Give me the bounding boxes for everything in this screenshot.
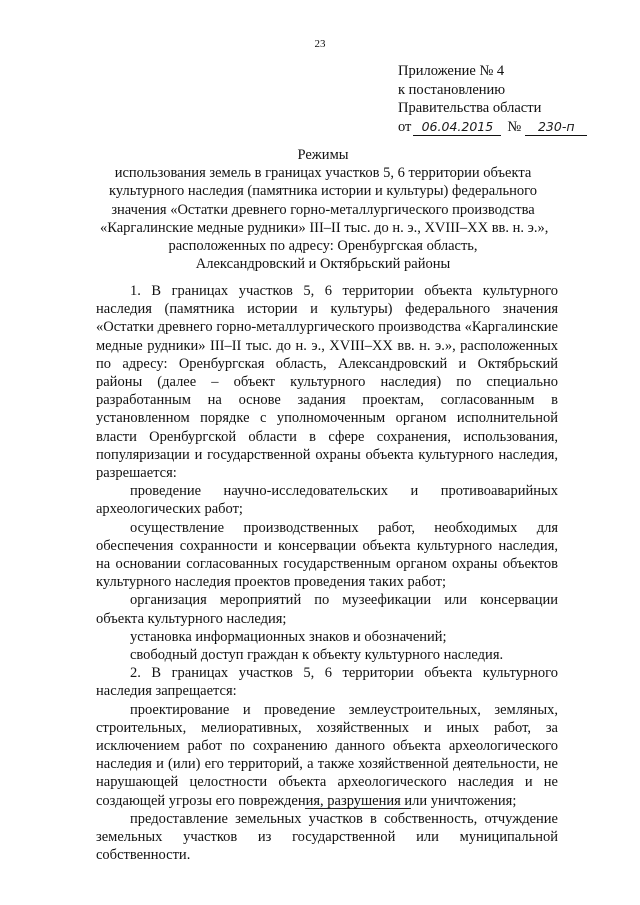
title-line: использования земель в границах участков 5, 6 территории объекта: [114, 165, 532, 182]
paragraph-prohibited-land: предоставление земельных участков в собственность, отчуждение земельных участков из государственной или муниципальной собственности.: [96, 810, 558, 864]
paragraph-section-2: 2. В границах участков 5, 6 территории объекта культурного наследия запрещается:: [96, 665, 558, 700]
paragraph-section-1: 1. В границах участков 5, 6 территории объекта культурного наследия (памятника истории и культуры) федерального значения «Остатки древнего горно-металлургического производства «Каргалинские медные рудники» III–II тыс. до н. э., XVIII–XX вв. н. э.», расположенных по адресу: Оренбургская область, Александровский и Октябрьский районы (далее – объект культурного наследия) по специально разработанным на основе задания проектам, согласованным в установленном порядке с уполномоченным органом исполнительной власти Оренбургской области в сфере сохранения, использования, популяризации и государственной охраны объекта культурного наследия, разрешается:: [96, 283, 558, 482]
handwritten-number: 230-п: [525, 119, 587, 136]
document-body: [96, 282, 558, 865]
paragraph-permitted-signs: установка информационных знаков и обозначений;: [130, 628, 447, 645]
appendix-government-line: Правительства области: [398, 100, 542, 116]
appendix-date-line: [398, 118, 587, 137]
title-line: культурного наследия (памятника истории и культуры) федерального: [109, 183, 537, 200]
appendix-block: [398, 62, 587, 136]
paragraph-permitted-production: осуществление производственных работ, необходимых для обеспечения сохранности и консервации объекта культурного наследия, на основании согласованных государственным органом охраны объектов культурного наследия проектов проведения таких работ;: [96, 519, 558, 591]
document-title: [100, 146, 549, 273]
paragraph-permitted-access: свободный доступ граждан к объекту культурного наследия.: [130, 647, 504, 664]
paragraph-prohibited-works: проектирование и проведение землеустроительных, земляных, строительных, мелиоративных, хозяйственных и иных работ, за исключением работ по сохранению данного объекта археологического наследия и (или) его территорий, а также хозяйственной деятельности, не нарушающей целостности объекта археологического наследия и не создающей угрозы его повреждения, разрушения или уничтожения;: [96, 701, 558, 809]
title-line: «Каргалинские медные рудники» III–II тыс. до н. э., XVIII–XX вв. н. э.»,: [100, 219, 549, 236]
title-line: значения «Остатки древнего горно-металлургического производства: [111, 201, 535, 218]
title-heading: Режимы: [297, 147, 349, 163]
end-separator-line: [305, 808, 411, 809]
title-line: расположенных по адресу: Оренбургская область,: [168, 238, 478, 255]
appendix-title: Приложение № 4: [398, 63, 505, 79]
appendix-resolution-line: к постановлению: [398, 81, 506, 98]
title-line: Александровский и Октябрьский районы: [195, 256, 451, 273]
handwritten-date: 06.04.2015: [413, 119, 501, 136]
paragraph-permitted-museumification: организация мероприятий по музеефикации или консервации объекта культурного наследия;: [96, 592, 558, 627]
number-prefix: №: [507, 118, 522, 135]
paragraph-permitted-research: проведение научно-исследовательских и противоаварийных археологических работ;: [96, 483, 558, 518]
date-prefix: от: [398, 118, 412, 135]
page-number: 23: [314, 38, 326, 50]
